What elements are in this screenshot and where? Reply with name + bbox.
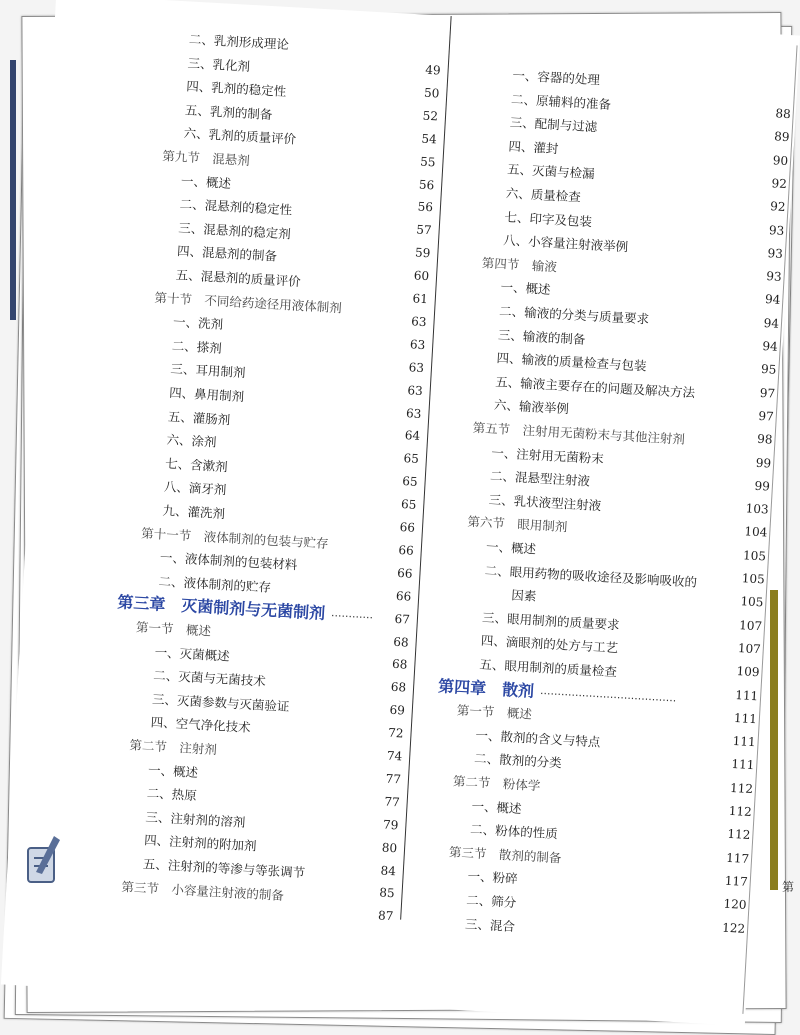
toc-page-number: 59 [414,245,431,261]
toc-page-number: 60 [413,268,430,284]
toc-entry-title: 二、眼用药物的吸收途径及影响吸收的 [484,562,698,590]
toc-page-number: 72 [387,725,404,741]
toc-entry-title: 一、散剂的含义与特点 [475,727,601,750]
toc-item-entry [167,408,230,427]
toc-entry-title: 一、灭菌概述 [154,644,231,664]
toc-item-entry [467,869,518,888]
toc-page-number: 89 [773,129,790,145]
toc-entry-title: 九、灌洗剂 [162,502,226,522]
toc-entry-title: 第三节 散剂的制备 [448,844,562,866]
toc-entry-title: 一、概述 [500,279,551,298]
toc-item-entry [486,539,537,558]
toc-page-number: 105 [741,571,766,587]
toc-entry-title: 二、输液的分类与质量要求 [498,303,650,327]
toc-page-number: 87 [377,908,394,924]
toc-page-number: 74 [386,748,403,764]
toc-item-entry [183,126,296,148]
toc-page-number: 56 [417,199,434,215]
toc-page-number: 68 [391,657,408,673]
toc-page-number: 99 [755,455,772,471]
toc-page-number: 93 [765,269,782,284]
toc-item-entry [166,432,217,451]
toc-entry-title: 第一节 概述 [456,702,533,722]
toc-page-number: 117 [724,873,749,889]
toc-entry-title: 第九节 混悬剂 [161,148,251,169]
toc-page-number: 99 [754,478,771,494]
toc-section-entry [129,737,217,758]
toc-section-entry [162,148,250,169]
toc-page-number: 117 [725,850,750,866]
toc-item-entry [177,244,278,266]
toc-page-number: 94 [762,338,779,354]
toc-entry-title: 一、概述 [471,798,522,816]
toc-entry-title: 六、质量检查 [505,185,582,205]
column-divider [400,16,452,920]
toc-page-number: 107 [738,617,763,633]
toc-entry-title: 第五节 注射用无菌粉末与其他注射剂 [472,419,686,447]
toc-item-entry [511,588,537,605]
toc-item-entry [160,550,298,574]
toc-entry-title: 三、混合 [464,915,516,934]
toc-entry-title: 二、搽剂 [171,337,223,356]
toc-entry-title: 二、筛分 [465,892,517,911]
toc-page-number: 63 [409,337,426,352]
toc-page-number: 52 [422,108,439,124]
toc-page-number: 84 [380,862,397,878]
toc-entry-title: 一、注射用无菌粉末 [490,444,605,466]
toc-entry-title: 一、液体制剂的包装材料 [159,549,298,573]
toc-entry-title: 四、输液的质量检查与包装 [496,350,647,374]
toc-item-entry [142,856,305,881]
toc-page-number: 105 [740,594,764,610]
toc-item-entry [466,892,517,911]
toc-item-entry [474,751,562,772]
toc-item-entry [154,644,230,664]
toc-page-number: 88 [775,106,792,122]
toc-item-entry [475,727,601,750]
toc-section-entry [141,525,329,551]
toc-entry-title: 三、配制与过滤 [509,114,598,135]
toc-item-entry [187,55,250,74]
toc-page-number: 111 [731,757,755,773]
toc-item-entry [146,785,197,804]
toc-entry-title: 第三节 小容量注射液的制备 [121,878,285,903]
toc-section-entry [154,290,342,316]
toc-item-entry [479,657,617,681]
toc-entry-title: 七、含漱剂 [164,455,229,475]
toc-page-number: 49 [424,62,441,78]
toc-item-entry [152,691,290,715]
toc-entry-title: 一、概述 [180,172,232,191]
toc-entry-title: 六、涂剂 [166,432,217,450]
toc-entry-title: 五、注射剂的等渗与等张调节 [142,856,306,881]
toc-page-number: 97 [759,385,776,401]
toc-item-entry [162,503,225,522]
toc-entry-title: 因素 [511,587,537,604]
toc-item-entry [175,267,301,290]
toc-entry-title: 五、输液主要存在的问题及解决方法 [494,373,696,401]
toc-item-entry [465,916,516,935]
toc-page-number: 112 [727,827,751,843]
toc-entry-title: 二、灭菌与无菌技术 [152,667,267,689]
toc-page-number: 92 [769,199,786,215]
toc-section-entry [467,514,568,536]
toc-entry-title: 四、混悬剂的制备 [176,243,278,265]
toc-item-entry [173,314,224,333]
toc-entry-title: 三、耳用制剂 [170,361,246,381]
toc-page-number: 65 [403,451,420,467]
toc-item-entry [500,280,551,299]
toc-page-number: 85 [378,885,395,901]
toc-entry-title: 四、鼻用制剂 [168,384,245,405]
toc-entry-title: 第四节 输液 [481,254,558,275]
toc-item-entry [163,479,226,498]
toc-section-entry [136,619,212,639]
toc-page-number: 64 [404,428,421,444]
toc-page-number: 66 [396,565,413,581]
toc-item-entry [148,762,199,781]
toc-item-entry [508,138,559,157]
toc-entry-title: 三、混悬剂的稳定剂 [178,219,292,242]
toc-entry-title: 三、眼用制剂的质量要求 [481,609,620,633]
toc-entry-title: 三、乳化剂 [187,55,251,74]
toc-page-number: 56 [418,177,435,192]
toc-entry-title: 第十节 不同给药途径用液体制剂 [154,289,343,315]
toc-page-number: 68 [390,680,407,695]
toc-page-number: 111 [734,687,759,703]
toc-page-number: 69 [389,702,406,718]
toc-entry-title: 五、灌肠剂 [167,408,231,427]
toc-entry-title: 六、乳剂的质量评价 [183,125,297,147]
toc-page-number: 111 [732,734,756,750]
toc-entry-title: 三、注射剂的溶剂 [145,809,246,830]
toc-page-number: 67 [394,611,411,627]
toc-entry-title: 五、混悬剂的质量评价 [175,267,302,290]
toc-section-entry [472,420,685,448]
toc-item-entry [488,492,601,514]
toc-item-entry [179,196,292,218]
toc-section-entry [449,844,562,866]
toc-page-number: 66 [399,519,416,535]
toc-item-entry [499,303,650,327]
toc-page-number: 63 [408,359,425,375]
toc-entry-title: 一、粉碎 [467,868,519,887]
toc-item-entry [181,173,232,192]
toc-page-number: 68 [392,634,410,650]
toc-page-number: 93 [767,245,784,261]
toc-item-entry [505,185,581,205]
toc-item-entry [480,633,618,657]
toc-page-number: 120 [723,896,747,913]
toc-page-number: 61 [412,291,429,307]
toc-page-number: 112 [729,780,754,796]
toc-item-entry [482,610,620,634]
toc-entry-title: 四、注射剂的附加剂 [143,832,257,854]
toc-page-number: 104 [744,524,768,540]
toc-item-entry [495,374,696,401]
toc-page-number: 109 [736,664,760,680]
toc-item-entry [170,361,246,381]
toc-page-number: 63 [407,382,424,398]
toc-leader-dots: ············ [330,609,374,626]
toc-entry-title: 六、输液举例 [493,397,570,417]
toc-entry-title: 二、粉体的性质 [469,821,559,842]
toc-item-entry [512,68,600,89]
toc-page-number: 107 [737,640,762,657]
toc-entry-title: 八、小容量注射液举例 [502,232,629,255]
toc-page-number: 92 [771,176,788,191]
toc-entry-title: 一、洗剂 [172,314,224,332]
toc-page-number: 66 [395,588,412,604]
toc-page [1,0,800,1026]
toc-entry-title: 第一节 概述 [135,619,212,639]
toc-item-entry [497,327,585,348]
toc-entry-title: 第三章 灭菌制剂与无菌制剂 [116,592,326,624]
toc-entry-title: 三、乳状液型注射液 [488,491,602,513]
toc-page-number: 94 [764,292,781,308]
toc-entry-title: 四、乳剂的稳定性 [185,78,287,100]
toc-page-number: 79 [382,817,399,833]
next-page-edge-text: 第 [781,880,794,894]
toc-page-number: 111 [733,710,758,727]
toc-page-number: 98 [756,432,773,447]
toc-entry-title: 五、乳剂的制备 [184,102,273,123]
toc-entry-title: 第二节 注射剂 [129,737,218,758]
toc-entry-title: 二、混悬型注射液 [489,468,591,489]
toc-entry-title: 二、乳剂形成理论 [188,31,290,53]
toc-item-entry [503,233,629,256]
toc-entry-title: 二、散剂的分类 [473,750,563,771]
toc-section-entry [456,703,532,723]
toc-page-number: 97 [758,408,775,424]
toc-item-entry [185,102,273,123]
toc-section-entry [481,255,557,275]
toc-entry-title: 第四章 散剂 [437,675,535,701]
toc-page-number: 95 [760,362,777,378]
toc-item-entry [507,162,595,183]
toc-item-entry [470,822,558,843]
toc-entry-title: 八、滴牙剂 [163,479,227,498]
toc-page-number: 90 [772,152,789,168]
toc-page-number: 93 [768,222,785,238]
toc-item-entry [494,397,570,417]
toc-entry-title: 第六节 眼用制剂 [467,514,568,535]
toc-item-entry [471,798,522,817]
toc-page-number: 77 [384,794,401,810]
toc-item-entry [165,456,228,475]
toc-entry-title: 二、液体制剂的贮存 [158,573,272,595]
toc-item-entry [158,573,271,595]
toc-item-entry [145,809,246,831]
toc-item-entry [169,385,245,405]
toc-entry-title: 五、灭菌与检漏 [506,161,595,182]
toc-item-entry [484,562,697,590]
toc-item-entry [496,350,647,374]
toc-page-number: 105 [742,547,767,564]
toc-entry-title: 第十一节 液体制剂的包装与贮存 [140,525,329,551]
toc-item-entry [188,31,289,53]
toc-entry-title: 一、概述 [485,538,537,557]
toc-entry-title: 三、输液的制备 [497,326,586,347]
toc-item-entry [504,209,592,230]
toc-page-number: 103 [745,501,769,517]
toc-entry-title: 四、滴眼剂的处方与工艺 [480,633,619,656]
toc-page-number: 80 [381,840,398,855]
toc-page-number: 66 [398,542,415,558]
toc-item-entry [511,91,612,113]
toc-entry-title: 一、概述 [147,761,199,780]
toc-entry-title: 四、空气净化技术 [150,714,252,736]
toc-page-number: 57 [415,222,433,238]
toc-page-number: 50 [423,85,440,101]
toc-entry-title: 一、容器的处理 [512,67,601,88]
toc-item-entry [490,468,591,490]
book-edge-olive [770,590,778,890]
toc-entry-title: 五、眼用制剂的质量检查 [479,656,618,680]
pen-icon [24,830,64,890]
toc-section-entry [452,773,540,794]
toc-page-number: 94 [763,315,780,331]
toc-page-number: 65 [400,497,417,512]
book-edge-blue [10,60,16,320]
toc-entry-title: 二、热原 [146,785,198,804]
toc-entry-title: 四、灌封 [508,138,559,157]
toc-leader-dots: ······································· [539,686,677,708]
toc-entry-title: 三、灭菌参数与灭菌验证 [151,691,290,714]
toc-item-entry [144,833,257,855]
toc-item-entry [491,445,604,467]
toc-page-number: 77 [385,771,402,787]
toc-page-number: 63 [405,405,422,421]
toc-item-entry [509,115,597,136]
toc-item-entry [186,79,287,101]
toc-page-number: 54 [421,131,438,147]
toc-item-entry [153,668,266,690]
toc-page-number: 65 [401,474,418,490]
toc-page-number: 55 [419,154,436,169]
toc-item-entry [178,220,291,242]
toc-entry-title: 第二节 粉体学 [452,773,541,794]
toc-item-entry [150,715,251,737]
toc-entry-title: 七、印字及包装 [504,208,593,229]
toc-section-entry [121,879,284,904]
toc-page-number: 112 [728,803,753,820]
toc-page-number: 63 [410,314,427,330]
toc-item-entry [171,338,222,357]
toc-entry-title: 二、混悬剂的稳定性 [179,196,293,218]
toc-page-number: 122 [721,920,746,936]
toc-entry-title: 二、原辅料的准备 [510,91,612,112]
